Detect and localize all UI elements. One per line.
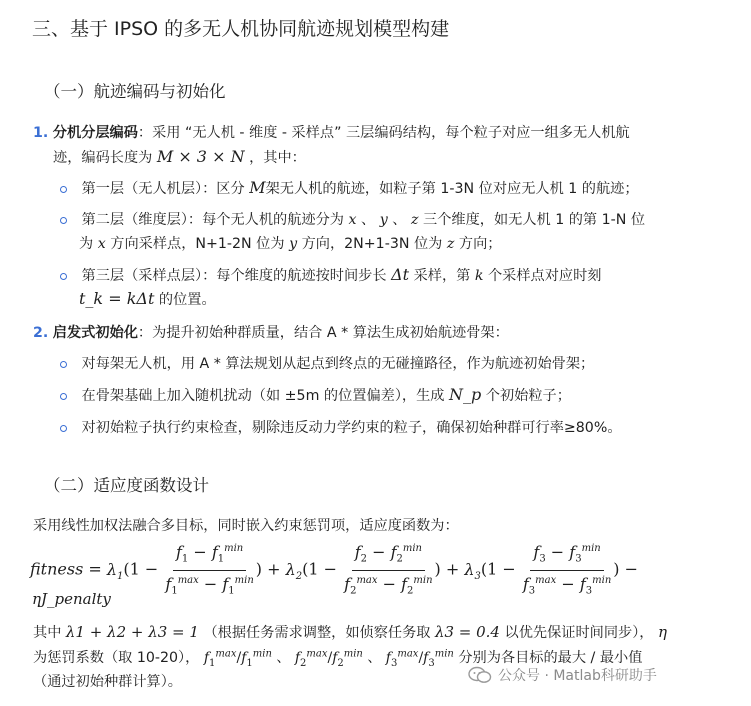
bullet-text: 对每架无人机，用 A * 算法规划从起点到终点的无碰撞路径，作为航迹初始骨架；: [81, 356, 595, 372]
bullet-text: 的位置。: [158, 292, 216, 308]
list-item-2: [33, 322, 509, 342]
math-inline: x: [97, 236, 106, 252]
bullet-icon: [60, 361, 67, 368]
subsection-title-encoding: （一）航迹编码与初始化: [44, 82, 226, 101]
closing-text: （根据任务需求调整，如侦察任务取: [203, 625, 431, 641]
math-inline: λ1 + λ2 + λ3 = 1: [65, 623, 199, 641]
bullet-text: 个初始粒子；: [485, 388, 571, 404]
bullet-text: 在骨架基础上加入随机扰动（如 ±5m 的位置偏差），生成: [81, 388, 445, 404]
bullet-item: [60, 417, 622, 437]
item-text: ，其中：: [249, 150, 306, 166]
math-inline: z: [411, 212, 419, 228]
bullet-icon: [60, 273, 67, 280]
math-inline: z: [446, 236, 455, 252]
math-inline: η: [657, 623, 667, 641]
item-text: ：采用 “无人机 - 维度 - 采样点” 三层编码结构，每个粒子对应一组多无人机航: [137, 125, 630, 141]
subsection-title-fitness: （二）适应度函数设计: [44, 476, 209, 495]
math-inline: t_k = kΔt: [79, 289, 155, 308]
closing-text: 为惩罚系数（取 10-20），: [33, 650, 200, 666]
bullet-text: 架无人机的航迹，如粒子第 1-3N 位对应无人机 1 的航迹；: [265, 181, 639, 197]
closing-text: 以优先保证时间同步），: [504, 625, 654, 641]
math-inline: M: [249, 178, 266, 197]
bullet-text: 方向采样点，N+1-2N 位为: [110, 236, 285, 252]
item-text: ：为提升初始种群质量，结合 A * 算法生成初始航迹骨架：: [137, 325, 509, 341]
bullet-text: 方向，2N+1-3N 位为: [301, 236, 443, 252]
bullet-text: 三个维度，如无人机 1 的第 1-N 位: [423, 212, 646, 228]
formula-eq: =: [88, 559, 102, 579]
bullet-item: [60, 353, 594, 373]
closing-text: 其中: [33, 625, 62, 641]
bullet-text: 采样，第: [413, 268, 471, 284]
bullet-item: [60, 209, 645, 229]
wechat-icon: [468, 666, 492, 684]
bullet-text: 、: [361, 212, 376, 228]
bullet-item: [60, 385, 571, 405]
formula-lhs: fitness: [30, 559, 84, 579]
watermark: [468, 664, 657, 686]
math-inline: N_p: [449, 385, 482, 404]
bullet-text: 方向；: [458, 236, 502, 252]
bullet-text: 第一层（无人机层）：区分: [81, 181, 245, 197]
math-inline: k: [474, 268, 484, 284]
math-inline: y: [379, 212, 388, 228]
math-inline: λ3 = 0.4: [434, 623, 500, 641]
closing-line3: （通过初始种群计算）。: [33, 674, 182, 690]
watermark-text: 公众号 · Matlab科研助手: [498, 668, 657, 684]
math-inline: x: [348, 212, 357, 228]
formula-tail: ηJ_penalty: [32, 590, 111, 608]
bullet-text: 为: [79, 236, 94, 252]
fitness-formula: fitness = $\lambda_1(1$ − $\frac{f_1 - f_1^{min}}{f_1^{max} - f_1^{min}}$ ) + $\lambda_2(1$ − $\frac{f_2 - f_2^{min}}{f_2^{max} - f_2^{min}}$ ) + $\lambda_3(1$ − $\frac{f_3 - f_3^{min}}{f_3^{max} - f_3^{min}}$ ) −: [30, 540, 730, 586]
section-title: 三、基于 IPSO 的多无人机协同航迹规划模型构建: [32, 18, 450, 40]
list-item-1: [33, 122, 630, 142]
bullet-text: 第三层（采样点层）：每个维度的航迹按时间步长: [81, 268, 387, 284]
bullet-icon: [60, 425, 67, 432]
bullet-item: [60, 178, 639, 198]
bullet-item-line2: [79, 289, 216, 309]
list-item-1-line2: [53, 147, 306, 167]
bullet-text: 、: [392, 212, 407, 228]
math-ratios: $f_1^{max}/f_1^{min}$ 、 $f_2^{max}/f_2^{min}$ 、 $f_3^{max}/f_3^{min}$: [203, 648, 454, 669]
bullet-item-line2: [79, 233, 501, 253]
math-inline: M × 3 × N: [156, 147, 245, 166]
bullet-icon: [60, 186, 67, 193]
closing-line1: [33, 622, 667, 642]
bullet-item: [60, 265, 601, 285]
bullet-text: 第二层（维度层）：每个无人机的航迹分为: [81, 212, 344, 228]
intro-paragraph: 采用线性加权法融合多目标，同时嵌入约束惩罚项，适应度函数为：: [33, 518, 459, 534]
list-number: 1.: [33, 125, 49, 141]
math-inline: Δt: [391, 265, 410, 284]
bullet-icon: [60, 393, 67, 400]
math-inline: y: [289, 236, 298, 252]
bullet-icon: [60, 217, 67, 224]
item-text: 迹，编码长度为: [53, 150, 153, 166]
item-label: 分机分层编码: [52, 125, 138, 141]
bullet-text: 个采样点对应时刻: [487, 268, 602, 284]
bullet-text: 对初始粒子执行约束检查，剔除违反动力学约束的粒子，确保初始种群可行率≥80%。: [81, 420, 622, 436]
closing-text: 分别为各目标的最大 / 最小值: [458, 650, 643, 666]
list-number: 2.: [33, 325, 49, 341]
item-label: 启发式初始化: [52, 325, 138, 341]
